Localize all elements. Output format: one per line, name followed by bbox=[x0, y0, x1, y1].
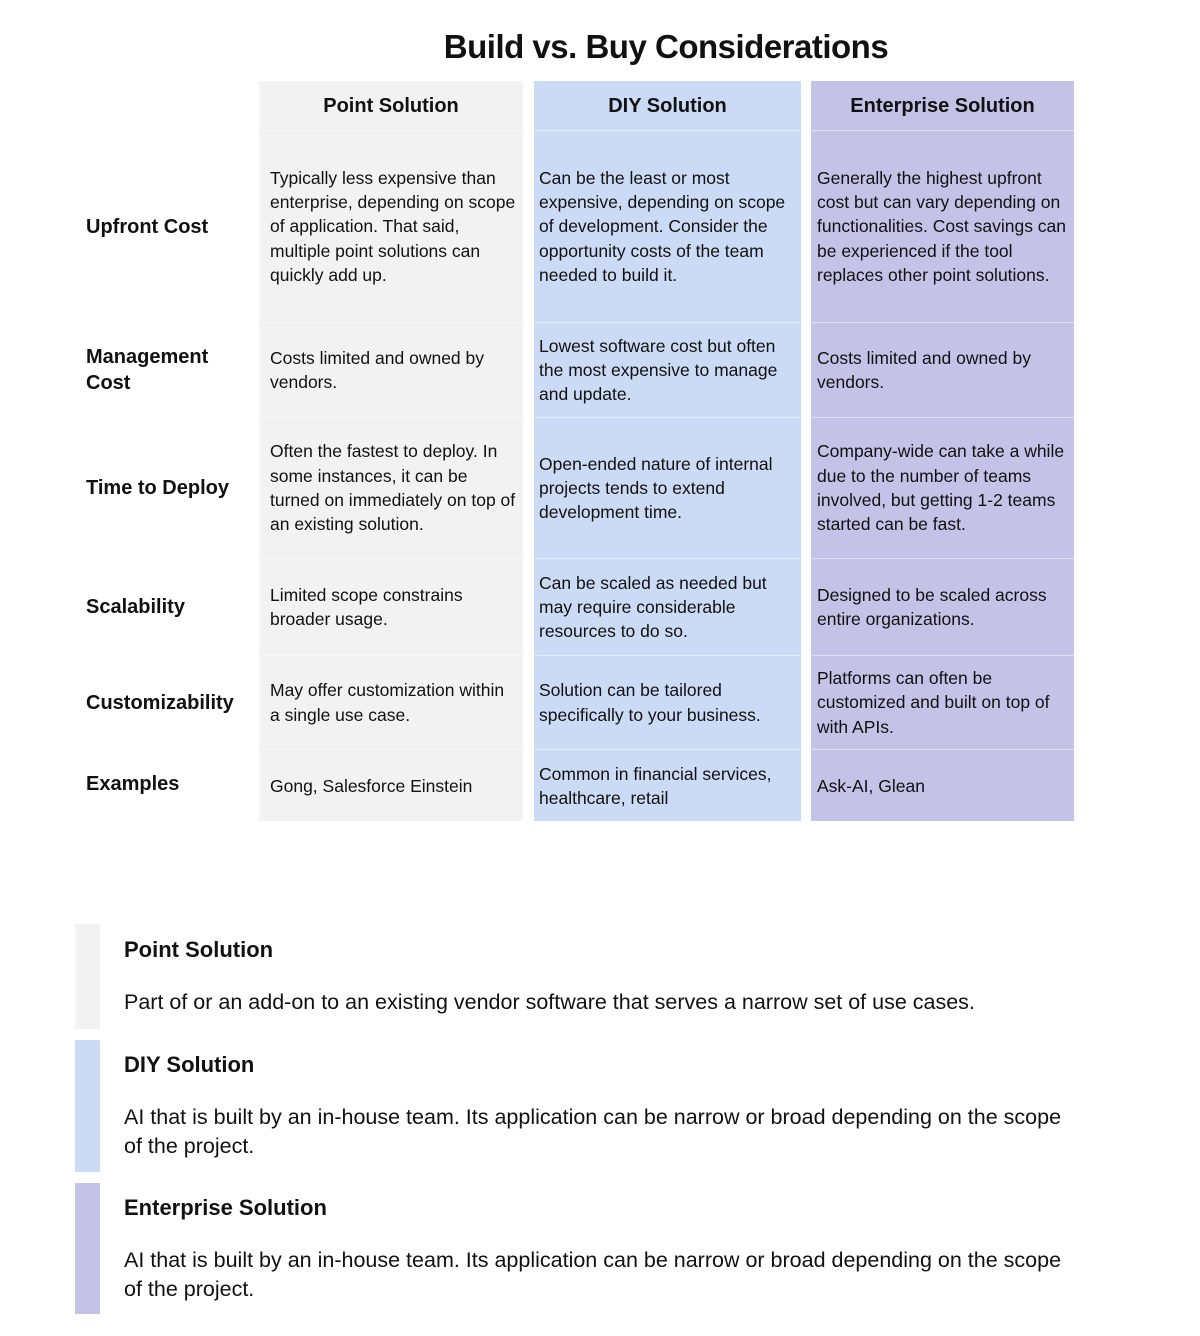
page-title: Build vs. Buy Considerations bbox=[443, 28, 889, 65]
row-label-scalability: Scalability bbox=[86, 596, 185, 618]
cell-diy-scalability: Can be scaled as needed but may require considerable resources to do so. bbox=[539, 572, 767, 642]
cell-enterprise-examples: Ask-AI, Glean bbox=[817, 775, 925, 796]
cell-point-customizability: May offer customization within a single use case. bbox=[270, 680, 505, 725]
header-enterprise-solution: Enterprise Solution bbox=[850, 94, 1035, 117]
cell-diy-upfront-cost: Can be the least or most expensive, depending on scope of development. Consider the opportunity costs of the team needed to build it. bbox=[539, 167, 786, 285]
cell-point-examples: Gong, Salesforce Einstein bbox=[270, 775, 473, 796]
cell-point-upfront-cost: Typically less expensive than enterprise, depending on scope of application. That said, multiple point solutions can quickly add up. bbox=[270, 167, 516, 285]
row-label-upfront-cost: Upfront Cost bbox=[86, 215, 209, 238]
legend-description-diy: AI that is built by an in-house team. Its application can be narrow or broad depending on the scope of the project. bbox=[124, 1105, 1062, 1158]
legend-description-enterprise: AI that is built by an in-house team. Its application can be narrow or broad depending on the scope of the project. bbox=[124, 1248, 1062, 1301]
cell-diy-customizability: Solution can be tailored specifically to your business. bbox=[539, 680, 761, 725]
cell-enterprise-scalability: Designed to be scaled across entire organizations. bbox=[817, 584, 1047, 629]
legend-swatch-point bbox=[75, 924, 100, 1029]
cell-point-time-to-deploy: Often the fastest to deploy. In some instances, it can be turned on immediately on top of an existing solution. bbox=[270, 441, 516, 535]
header-diy-solution: DIY Solution bbox=[608, 94, 727, 117]
cell-diy-management-cost: Lowest software cost but often the most expensive to manage and update. bbox=[539, 335, 778, 405]
cell-diy-time-to-deploy: Open-ended nature of internal projects tends to extend development time. bbox=[539, 453, 773, 523]
header-point-solution: Point Solution bbox=[323, 94, 459, 117]
legend-swatch-diy bbox=[75, 1040, 100, 1172]
legend-title-diy: DIY Solution bbox=[124, 1052, 255, 1077]
legend-title-enterprise: Enterprise Solution bbox=[124, 1195, 327, 1220]
row-label-management-cost: Management Cost bbox=[86, 346, 209, 394]
cell-diy-examples: Common in financial services, healthcare, retail bbox=[539, 763, 772, 808]
legend-description-point: Part of or an add-on to an existing vendor software that serves a narrow set of use cases. bbox=[124, 990, 975, 1014]
cell-point-scalability: Limited scope constrains broader usage. bbox=[270, 584, 463, 629]
legend-swatch-enterprise bbox=[75, 1183, 100, 1314]
cell-enterprise-management-cost: Costs limited and owned by vendors. bbox=[817, 347, 1031, 392]
row-label-customizability: Customizability bbox=[86, 691, 234, 714]
row-label-examples: Examples bbox=[86, 773, 180, 795]
cell-point-management-cost: Costs limited and owned by vendors. bbox=[270, 347, 484, 392]
cell-enterprise-time-to-deploy: Company-wide can take a while due to the number of teams involved, but getting 1-2 teams started can be fast. bbox=[817, 441, 1065, 535]
cell-enterprise-upfront-cost: Generally the highest upfront cost but can vary depending on functionalities. Cost savings can be experienced if the tool replaces other point solutions. bbox=[817, 167, 1067, 285]
cell-enterprise-customizability: Platforms can often be customized and built on top of with APIs. bbox=[817, 668, 1050, 737]
legend-title-point: Point Solution bbox=[124, 937, 274, 962]
row-label-time-to-deploy: Time to Deploy bbox=[86, 477, 229, 499]
